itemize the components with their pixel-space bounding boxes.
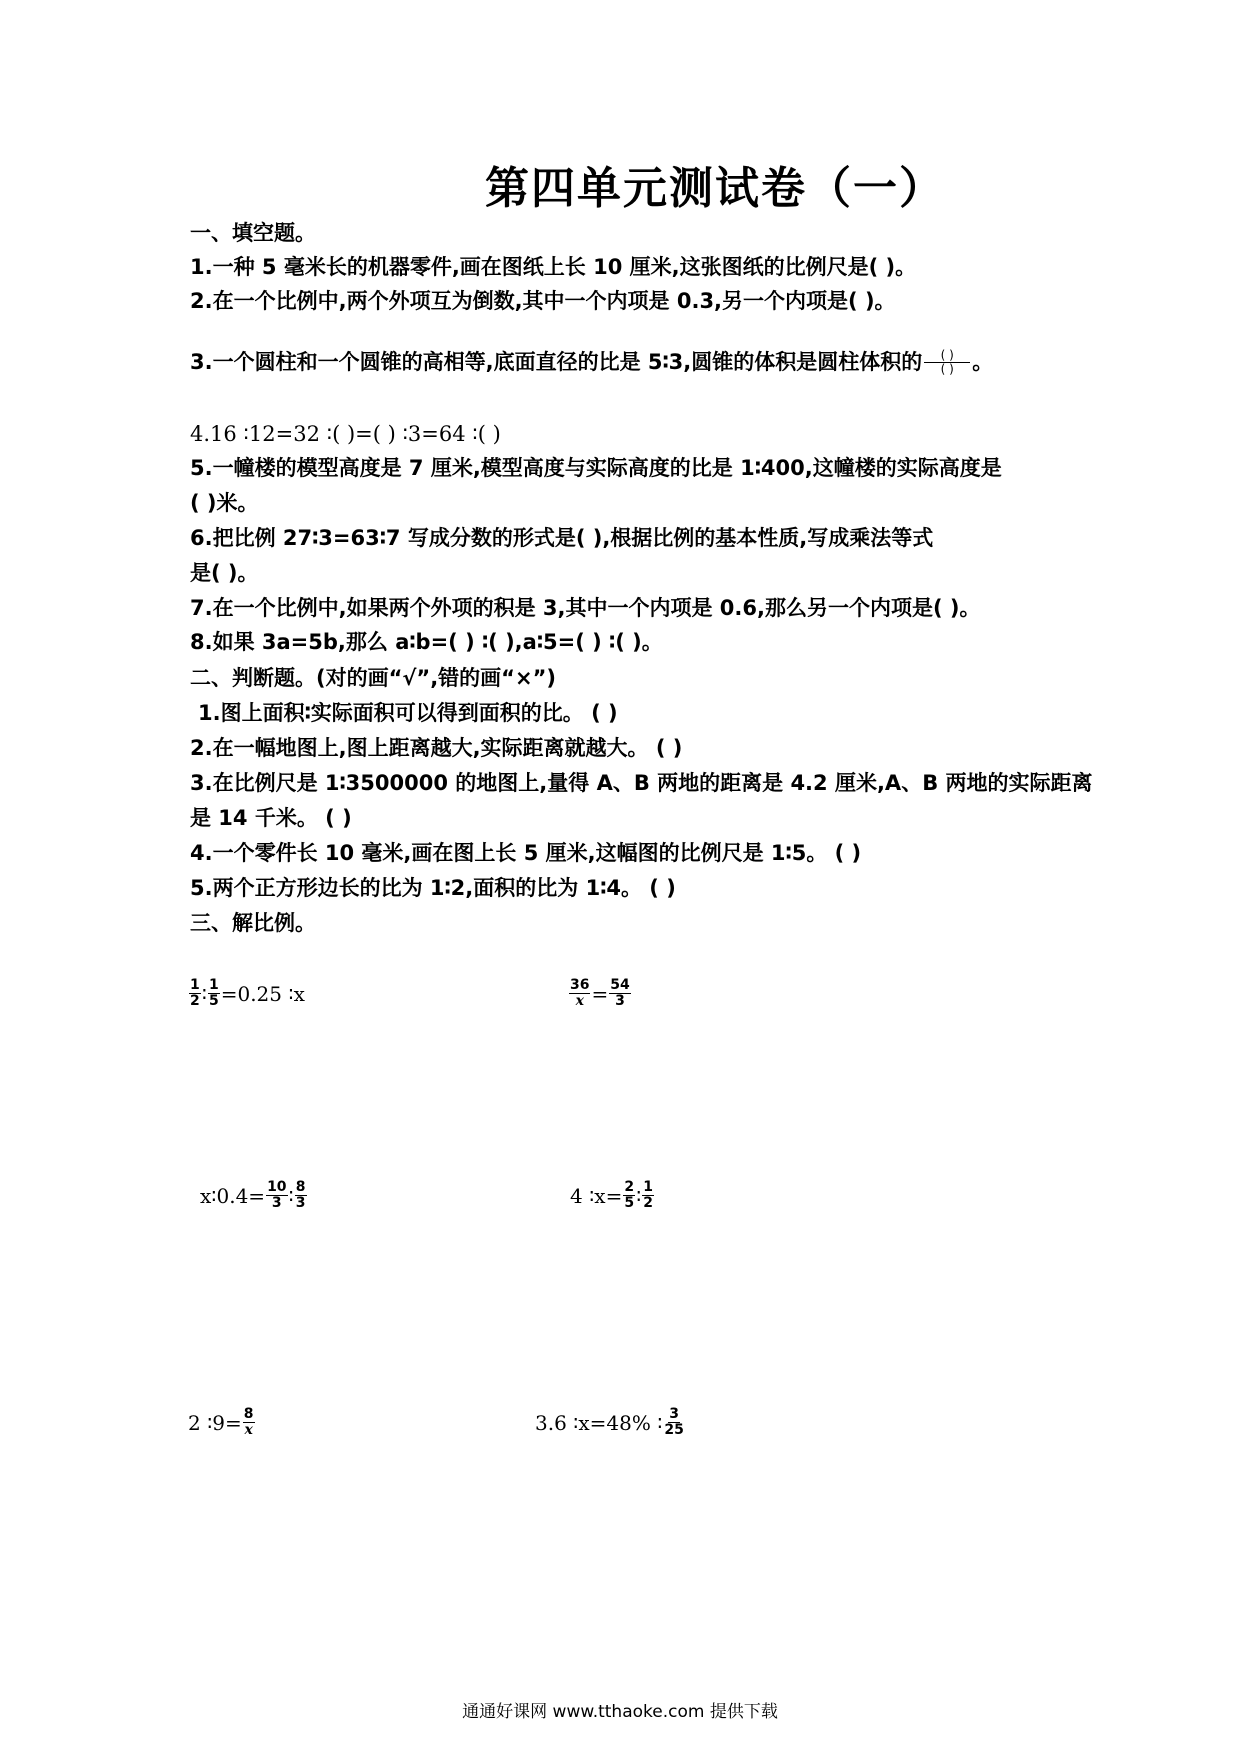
fill-question-2: 2.在一个比例中,两个外项互为倒数,其中一个内项是 0.3,另一个内项是( )。 <box>190 289 896 313</box>
fill-question-5: 5.一幢楼的模型高度是 7 厘米,模型高度与实际高度的比是 1∶400,这幢楼的实际高度是 <box>190 456 1002 480</box>
fill-question-3 <box>190 347 1060 377</box>
denominator: x <box>244 1422 253 1438</box>
judge-question-3: 3.在比例尺是 1∶3500000 的地图上,量得 A、B 两地的距离是 4.2 厘米,A、B 两地的实际距离 <box>190 771 1093 795</box>
ratio-sign: ∶ <box>201 981 207 1006</box>
equation-left: x∶0.4= <box>200 1183 266 1208</box>
numerator: 1 <box>643 1179 654 1195</box>
fraction <box>266 1180 287 1211</box>
denominator: 5 <box>624 1195 635 1211</box>
fraction <box>189 978 201 1009</box>
fill-question-1: 1.一种 5 毫米长的机器零件,画在图纸上长 10 厘米,这张图纸的比例尺是( )。 <box>190 255 917 279</box>
numerator: 3 <box>669 1406 680 1422</box>
fill-question-4: 4.16 ∶12=32 ∶( )=( ) ∶3=64 ∶( ) <box>190 422 501 446</box>
section2-heading: 二、判断题。(对的画“√”,错的画“×”) <box>190 666 556 690</box>
equals-sign: = <box>591 981 609 1006</box>
fraction <box>295 1180 307 1211</box>
proportion-equation-5 <box>188 1407 256 1438</box>
fill-question-5-cont: ( )米。 <box>190 491 259 515</box>
fraction <box>623 1180 635 1211</box>
equation-rest: =0.25 ∶x <box>220 981 305 1006</box>
fill-question-8: 8.如果 3a=5b,那么 a∶b=( ) ∶( ),a∶5=( ) ∶( )。 <box>190 630 663 654</box>
fill-question-3-text: 3.一个圆柱和一个圆锥的高相等,底面直径的比是 5∶3,圆锥的体积是圆柱体积的 <box>190 350 923 374</box>
fraction <box>609 978 630 1009</box>
fraction-blank-numerator: ( ) <box>924 349 970 363</box>
equation-left: 3.6 ∶x=48% ∶ <box>535 1410 663 1435</box>
fraction <box>642 1180 654 1211</box>
ratio-sign: ∶ <box>288 1183 294 1208</box>
judge-question-5: 5.两个正方形边长的比为 1∶2,面积的比为 1∶4。 ( ) <box>190 876 676 900</box>
numerator: 8 <box>295 1179 306 1195</box>
numerator: 10 <box>267 1179 287 1195</box>
judge-question-2: 2.在一幅地图上,图上距离越大,实际距离就越大。 ( ) <box>190 736 683 760</box>
numerator: 1 <box>190 977 200 993</box>
proportion-equation-4 <box>570 1180 655 1211</box>
numerator: 8 <box>243 1406 254 1422</box>
denominator: 3 <box>615 993 625 1009</box>
fill-question-6-cont: 是( )。 <box>190 561 259 585</box>
page-footer: 通通好课网 www.tthaoke.com 提供下载 <box>462 1702 778 1722</box>
proportion-equation-1 <box>188 978 305 1009</box>
section3-heading: 三、解比例。 <box>190 911 316 935</box>
denominator: 2 <box>643 1195 654 1211</box>
judge-question-3-cont: 是 14 千米。 ( ) <box>190 806 352 830</box>
judge-question-4: 4.一个零件长 10 毫米,画在图上长 5 厘米,这幅图的比例尺是 1∶5。 ( ) <box>190 841 862 865</box>
denominator: 25 <box>664 1422 684 1438</box>
fraction <box>663 1407 684 1438</box>
numerator: 1 <box>208 977 219 993</box>
section1-heading: 一、填空题。 <box>190 221 316 245</box>
fraction-blank <box>924 349 970 376</box>
fraction <box>569 978 590 1009</box>
denominator: 3 <box>271 1195 282 1211</box>
denominator: 3 <box>295 1195 306 1211</box>
denominator: 5 <box>208 993 219 1009</box>
numerator: 2 <box>624 1179 635 1195</box>
proportion-equation-2 <box>568 978 632 1009</box>
fraction <box>208 978 220 1009</box>
judge-question-1: 1.图上面积∶实际面积可以得到面积的比。 ( ) <box>198 701 618 725</box>
proportion-equation-6 <box>535 1407 686 1438</box>
fill-question-3-tail: 。 <box>972 350 994 374</box>
denominator: 2 <box>190 993 200 1009</box>
numerator: 54 <box>610 977 630 993</box>
proportion-equation-3 <box>200 1180 308 1211</box>
fraction-blank-denominator: ( ) <box>940 361 954 376</box>
fill-question-6: 6.把比例 27∶3=63∶7 写成分数的形式是( ),根据比例的基本性质,写成乘法等式 <box>190 526 934 550</box>
equation-left: 4 ∶x= <box>570 1183 623 1208</box>
denominator: x <box>575 993 584 1009</box>
equation-left: 2 ∶9= <box>188 1410 242 1435</box>
fill-question-7: 7.在一个比例中,如果两个外项的积是 3,其中一个内项是 0.6,那么另一个内项是( )。 <box>190 596 981 620</box>
page-title: 第四单元测试卷（一） <box>485 163 945 214</box>
numerator: 36 <box>570 977 590 993</box>
fraction <box>243 1407 255 1438</box>
ratio-sign: ∶ <box>636 1183 642 1208</box>
